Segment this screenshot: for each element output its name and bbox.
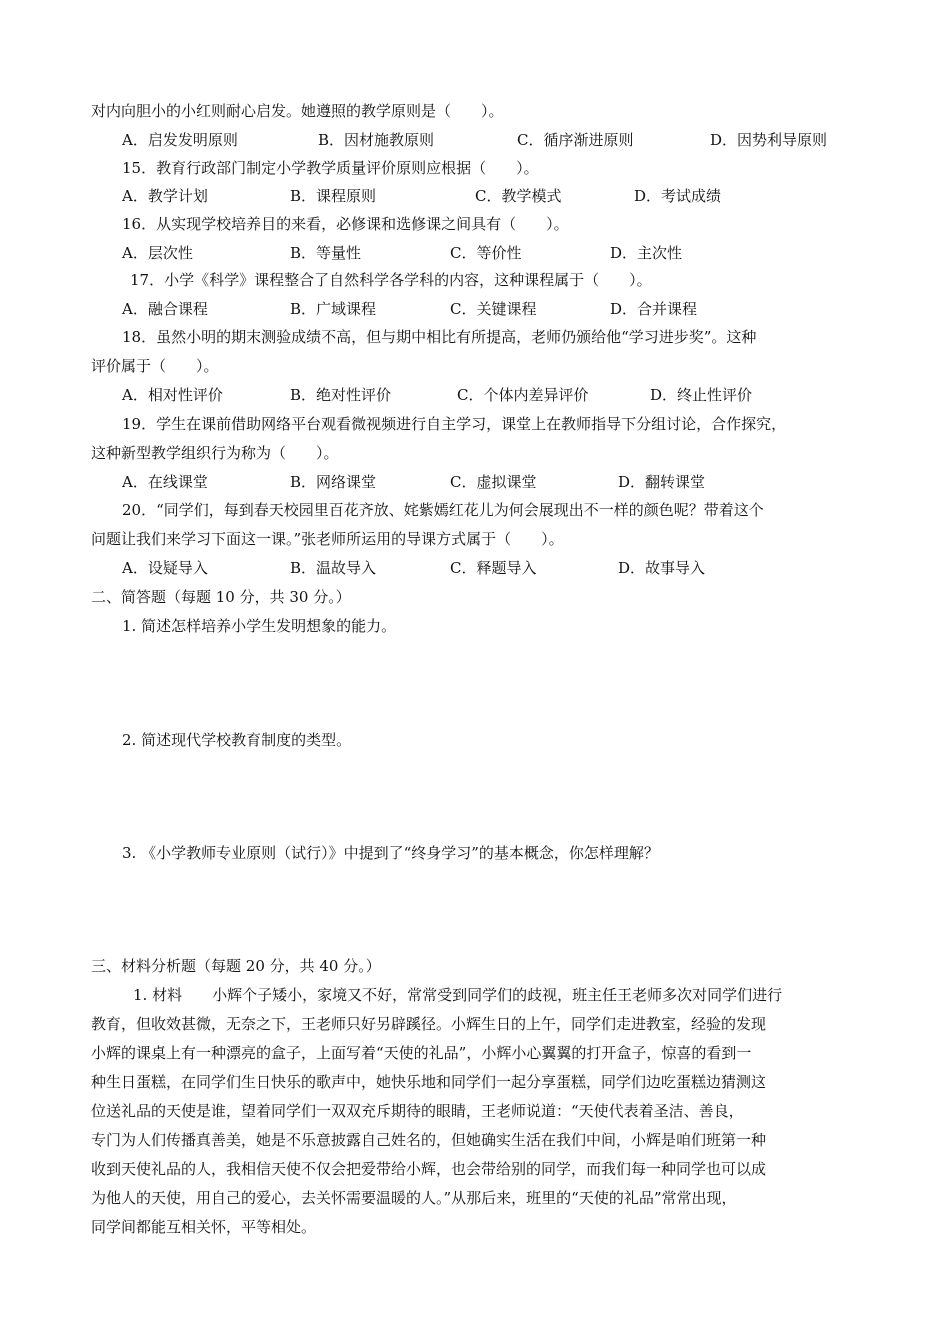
q14-stem-tail: 对内向胆小的小红则耐心启发。她遵照的教学原则是（ ）。 (91, 102, 504, 120)
q15-option-c: C．教学模式 (475, 187, 562, 205)
q19-stem-line2: 这种新型教学组织行为称为（ ）。 (91, 444, 339, 462)
q18-option-d: D．终止性评价 (650, 386, 753, 404)
q17-option-b: B．广域课程 (290, 300, 377, 318)
section2-question-2: 2. 简述现代学校教育制度的类型。 (122, 731, 352, 749)
q15-option-a: A．教学计划 (122, 187, 208, 205)
material-line: 种生日蛋糕，在同学们生日快乐的歌声中，她快乐地和同学们一起分享蛋糕，同学们边吃蛋糕边猜测这 (91, 1073, 767, 1091)
material-line: 同学间都能互相关怀，平等相处。 (91, 1218, 317, 1236)
section3-heading: 三、材料分析题（每题 20 分，共 40 分。） (91, 957, 381, 975)
material-line: 为他人的天使，用自己的爱心，去关怀需要温暖的人。”从那后来，班里的“天使的礼品”常常出现， (91, 1189, 737, 1207)
q17-stem: 17．小学《科学》课程整合了自然科学各学科的内容，这种课程属于（ ）。 (130, 271, 652, 289)
q19-option-b: B．网络课堂 (290, 473, 377, 491)
material-line: 1. 材料 小辉个子矮小，家境又不好，常常受到同学们的歧视，班主任王老师多次对同学们进行 (133, 986, 783, 1004)
section2-heading: 二、简答题（每题 10 分，共 30 分。） (91, 588, 351, 606)
q16-option-c: C．等价性 (450, 244, 522, 262)
q20-stem-line1: 20．“同学们，每到春天校园里百花齐放、姹紫嫣红花儿为何会展现出不一样的颜色呢？带着这个 (122, 501, 764, 519)
q17-option-c: C．关键课程 (450, 300, 537, 318)
q16-option-a: A．层次性 (122, 244, 193, 262)
q18-option-c: C．个体内差异评价 (457, 386, 589, 404)
material-line: 教育，但收效甚微，无奈之下，王老师只好另辟蹊径。小辉生日的上午，同学们走进教室，经验的发现 (91, 1015, 767, 1033)
q15-option-b: B．课程原则 (290, 187, 377, 205)
q19-option-c: C．虚拟课堂 (450, 473, 537, 491)
section2-question-1: 1. 简述怎样培养小学生发明想象的能力。 (122, 617, 397, 635)
q19-option-a: A．在线课堂 (122, 473, 208, 491)
q18-stem-line2: 评价属于（ ）。 (91, 357, 219, 375)
q17-option-a: A．融合课程 (122, 300, 208, 318)
q16-option-d: D．主次性 (610, 244, 683, 262)
q16-option-b: B．等量性 (290, 244, 362, 262)
q20-option-b: B．温故导入 (290, 559, 377, 577)
q14-option-c: C．循序渐进原则 (517, 131, 634, 149)
q18-stem-line1: 18．虽然小明的期末测验成绩不高，但与期中相比有所提高，老师仍颁给他“学习进步奖”。这种 (122, 328, 757, 346)
q18-option-a: A．相对性评价 (122, 386, 223, 404)
q20-option-c: C．释题导入 (450, 559, 537, 577)
material-line: 小辉的课桌上有一种漂亮的盒子，上面写着“天使的礼品”，小辉小心翼翼的打开盒子，惊喜的看到一 (91, 1044, 752, 1062)
material-line: 收到天使礼品的人，我相信天使不仅会把爱带给小辉，也会带给别的同学，而我们每一种同学也可以成 (91, 1160, 767, 1178)
q15-stem: 15．教育行政部门制定小学教学质量评价原则应根据（ ）。 (122, 159, 539, 177)
q16-stem: 16．从实现学校培养目的来看，必修课和选修课之间具有（ ）。 (122, 215, 569, 233)
q14-option-a: A．启发发明原则 (122, 131, 238, 149)
q14-option-b: B．因材施教原则 (318, 131, 435, 149)
q14-option-d: D．因势利导原则 (710, 131, 828, 149)
q18-option-b: B．绝对性评价 (290, 386, 392, 404)
q20-option-d: D．故事导入 (618, 559, 706, 577)
q20-option-a: A．设疑导入 (122, 559, 208, 577)
q15-option-d: D．考试成绩 (634, 187, 722, 205)
q19-stem-line1: 19．学生在课前借助网络平台观看微视频进行自主学习，课堂上在教师指导下分组讨论，合作探究， (122, 415, 787, 433)
q20-stem-line2: 问题让我们来学习下面这一课。”张老师所运用的导课方式属于（ ）。 (91, 530, 564, 548)
material-line: 位送礼品的天使是谁，望着同学们一双双充斥期待的眼睛，王老师说道：“天使代表着圣洁、善良， (91, 1102, 744, 1120)
q19-option-d: D．翻转课堂 (618, 473, 706, 491)
q17-option-d: D．合并课程 (610, 300, 698, 318)
section2-question-3: 3. 《小学教师专业原则（试行）》中提到了“终身学习”的基本概念，你怎样理解？ (122, 844, 659, 862)
material-line: 专门为人们传播真善美，她是不乐意披露自己姓名的，但她确实生活在我们中间，小辉是咱们班第一种 (91, 1131, 767, 1149)
